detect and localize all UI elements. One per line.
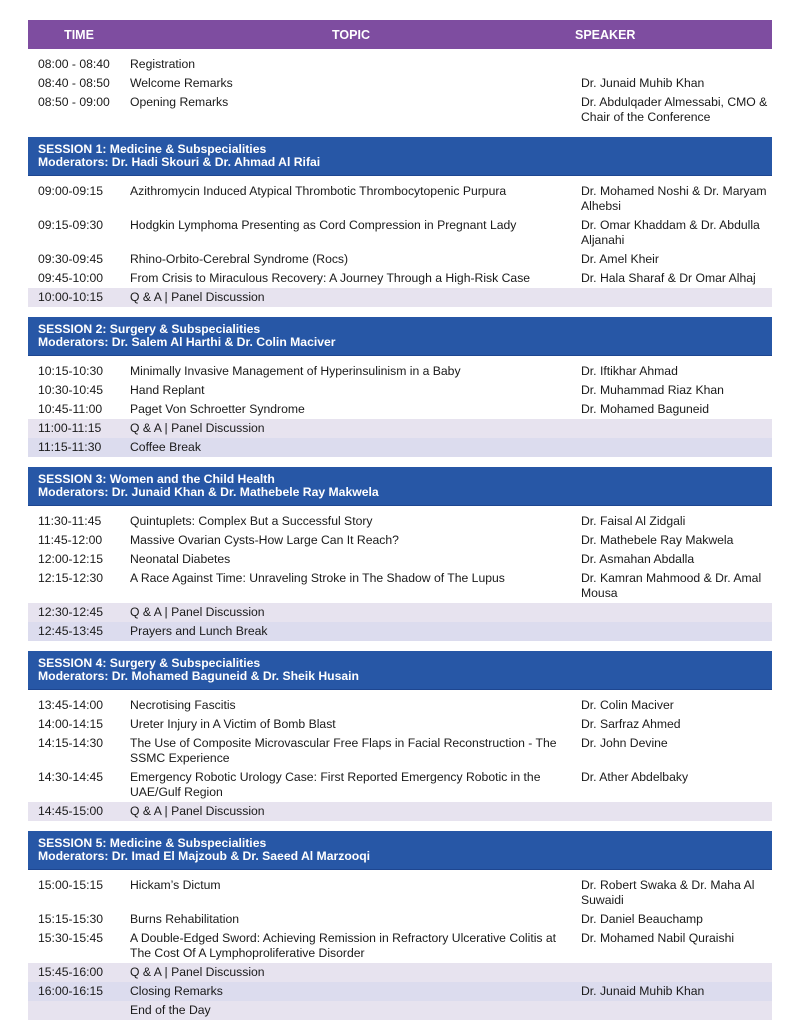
row-speaker	[573, 440, 772, 455]
table-row	[28, 74, 772, 93]
row-speaker	[573, 965, 772, 980]
table-row	[28, 250, 772, 269]
row-time: 11:30-11:45	[38, 514, 102, 528]
row-time: 09:15-09:30	[38, 218, 104, 232]
row-speaker: Dr. Mathebele Ray Makwela	[581, 533, 734, 547]
row-topic: End of the Day	[130, 1003, 211, 1017]
session-header	[28, 651, 772, 690]
table-row	[28, 381, 772, 400]
row-topic: Opening Remarks	[130, 95, 229, 109]
row-topic: Registration	[130, 57, 196, 71]
table-row	[28, 93, 772, 127]
table-row	[28, 216, 772, 250]
row-time: 13:45-14:00	[38, 698, 104, 712]
row-topic: Hickam’s Dictum	[130, 878, 221, 892]
session-title: SESSION 2: Surgery & Subspecialities	[38, 322, 261, 336]
row-topic: Emergency Robotic Urology Case: First Reported Emergency Robotic in the UAE/Gulf Region	[130, 770, 541, 799]
row-speaker: Dr. Junaid Muhib Khan	[581, 984, 705, 998]
table-row	[28, 55, 772, 74]
table-row	[28, 419, 772, 438]
session-moderators: Moderators: Dr. Mohamed Baguneid & Dr. Sheik Husain	[38, 669, 359, 683]
row-topic: Minimally Invasive Management of Hyperinsulinism in a Baby	[130, 364, 461, 378]
row-speaker	[573, 1003, 772, 1018]
row-time: 14:00-14:15	[38, 717, 104, 731]
row-time: 11:15-11:30	[38, 440, 102, 454]
session-title: SESSION 1: Medicine & Subspecialities	[38, 142, 267, 156]
table-row	[28, 603, 772, 622]
row-time: 09:45-10:00	[38, 271, 104, 285]
row-topic: Quintuplets: Complex But a Successful Story	[130, 514, 373, 528]
row-time: 15:15-15:30	[38, 912, 104, 926]
row-speaker: Dr. Junaid Muhib Khan	[581, 76, 705, 90]
session-header	[28, 317, 772, 356]
row-topic: Paget Von Schroetter Syndrome	[130, 402, 305, 416]
session-moderators: Moderators: Dr. Salem Al Harthi & Dr. Colin Maciver	[38, 335, 336, 349]
table-row	[28, 734, 772, 768]
row-speaker: Dr. Kamran Mahmood & Dr. Amal Mousa	[581, 571, 762, 600]
session-title: SESSION 3: Women and the Child Health	[38, 472, 275, 486]
agenda-body	[28, 49, 772, 1020]
table-row	[28, 512, 772, 531]
table-row	[28, 400, 772, 419]
row-speaker: Dr. Omar Khaddam & Dr. Abdulla Aljanahi	[581, 218, 760, 247]
row-time: 12:00-12:15	[38, 552, 104, 566]
row-time: 10:15-10:30	[38, 364, 104, 378]
row-time: 11:45-12:00	[38, 533, 103, 547]
header-time: TIME	[64, 27, 94, 42]
table-row	[28, 768, 772, 802]
session-title: SESSION 4: Surgery & Subspecialities	[38, 656, 261, 670]
row-topic: Q & A | Panel Discussion	[130, 421, 265, 435]
row-topic: Burns Rehabilitation	[130, 912, 240, 926]
row-time: 09:30-09:45	[38, 252, 104, 266]
row-topic: Neonatal Diabetes	[130, 552, 231, 566]
table-row	[28, 910, 772, 929]
session-moderators: Moderators: Dr. Imad El Majzoub & Dr. Saeed Al Marzooqi	[38, 849, 371, 863]
row-speaker: Dr. Sarfraz Ahmed	[581, 717, 681, 731]
row-speaker: Dr. Mohamed Noshi & Dr. Maryam Alhebsi	[581, 184, 767, 213]
row-topic: A Race Against Time: Unraveling Stroke in The Shadow of The Lupus	[130, 571, 505, 585]
row-speaker: Dr. Daniel Beauchamp	[581, 912, 703, 926]
table-row	[28, 696, 772, 715]
row-speaker	[573, 804, 772, 819]
row-topic: A Double-Edged Sword: Achieving Remission in Refractory Ulcerative Colitis at The Cost Of A Lymphoproliferative Disorder	[130, 931, 557, 960]
row-time: 12:15-12:30	[38, 571, 104, 585]
table-row	[28, 362, 772, 381]
row-topic: Q & A | Panel Discussion	[130, 804, 265, 818]
row-time: 12:30-12:45	[38, 605, 104, 619]
row-time: 10:30-10:45	[38, 383, 104, 397]
row-speaker: Dr. John Devine	[581, 736, 668, 750]
row-time: 08:40 - 08:50	[38, 76, 110, 90]
row-speaker: Dr. Amel Kheir	[581, 252, 659, 266]
row-topic: From Crisis to Miraculous Recovery: A Journey Through a High-Risk Case	[130, 271, 531, 285]
table-row	[28, 802, 772, 821]
row-topic: Azithromycin Induced Atypical Thrombotic Thrombocytopenic Purpura	[130, 184, 507, 198]
row-time: 14:45-15:00	[38, 804, 104, 818]
row-time: 15:00-15:15	[38, 878, 104, 892]
header-speaker: SPEAKER	[575, 27, 636, 42]
row-topic: Necrotising Fascitis	[130, 698, 236, 712]
table-row	[28, 622, 772, 641]
row-speaker: Dr. Colin Maciver	[581, 698, 674, 712]
session-header	[28, 831, 772, 870]
row-time: 15:45-16:00	[38, 965, 104, 979]
table-row	[28, 929, 772, 963]
row-speaker	[573, 421, 772, 436]
table-row	[28, 531, 772, 550]
row-topic: Massive Ovarian Cysts-How Large Can It Reach?	[130, 533, 399, 547]
row-topic: Q & A | Panel Discussion	[130, 290, 265, 304]
session-title: SESSION 5: Medicine & Subspecialities	[38, 836, 267, 850]
row-speaker: Dr. Abdulqader Almessabi, CMO & Chair of the Conference	[581, 95, 768, 124]
table-row	[28, 569, 772, 603]
row-time: 10:45-11:00	[38, 402, 103, 416]
table-row	[28, 288, 772, 307]
table-row	[28, 1001, 772, 1020]
table-row	[28, 963, 772, 982]
agenda	[28, 20, 772, 1020]
row-topic: Coffee Break	[130, 440, 201, 454]
session-moderators: Moderators: Dr. Hadi Skouri & Dr. Ahmad Al Rifai	[38, 155, 321, 169]
row-time: 09:00-09:15	[38, 184, 104, 198]
table-row	[28, 982, 772, 1001]
header-topic: TOPIC	[332, 27, 370, 42]
row-speaker: Dr. Mohamed Baguneid	[581, 402, 710, 416]
row-time: 14:30-14:45	[38, 770, 104, 784]
row-speaker	[573, 605, 772, 620]
session-moderators: Moderators: Dr. Junaid Khan & Dr. Mathebele Ray Makwela	[38, 485, 379, 499]
row-topic: Ureter Injury in A Victim of Bomb Blast	[130, 717, 336, 731]
row-time: 12:45-13:45	[38, 624, 104, 638]
row-speaker: Dr. Ather Abdelbaky	[581, 770, 689, 784]
row-speaker: Dr. Muhammad Riaz Khan	[581, 383, 724, 397]
row-speaker	[573, 57, 772, 72]
table-row	[28, 550, 772, 569]
session-header	[28, 467, 772, 506]
row-speaker	[573, 290, 772, 305]
table-row	[28, 715, 772, 734]
table-header	[28, 20, 772, 49]
row-time: 08:50 - 09:00	[38, 95, 110, 109]
row-topic: Hand Replant	[130, 383, 205, 397]
row-topic: The Use of Composite Microvascular Free Flaps in Facial Reconstruction - The SSMC Experience	[130, 736, 557, 765]
row-time: 14:15-14:30	[38, 736, 104, 750]
table-row	[28, 269, 772, 288]
row-speaker	[573, 624, 772, 639]
row-time: 15:30-15:45	[38, 931, 104, 945]
row-speaker: Dr. Iftikhar Ahmad	[581, 364, 678, 378]
row-speaker: Dr. Asmahan Abdalla	[581, 552, 695, 566]
row-topic: Q & A | Panel Discussion	[130, 965, 265, 979]
row-time: 08:00 - 08:40	[38, 57, 110, 71]
row-topic: Closing Remarks	[130, 984, 223, 998]
row-time: 11:00-11:15	[38, 421, 102, 435]
row-speaker: Dr. Robert Swaka & Dr. Maha Al Suwaidi	[581, 878, 755, 907]
row-time	[28, 1003, 130, 1018]
row-speaker: Dr. Hala Sharaf & Dr Omar Alhaj	[581, 271, 756, 285]
row-speaker: Dr. Faisal Al Zidgali	[581, 514, 686, 528]
row-topic: Welcome Remarks	[130, 76, 233, 90]
table-row	[28, 182, 772, 216]
row-topic: Prayers and Lunch Break	[130, 624, 268, 638]
row-topic: Rhino-Orbito-Cerebral Syndrome (Rocs)	[130, 252, 349, 266]
table-row	[28, 876, 772, 910]
table-row	[28, 438, 772, 457]
session-header	[28, 137, 772, 176]
row-time: 16:00-16:15	[38, 984, 104, 998]
row-time: 10:00-10:15	[38, 290, 104, 304]
row-speaker: Dr. Mohamed Nabil Quraishi	[581, 931, 735, 945]
row-topic: Hodgkin Lymphoma Presenting as Cord Compression in Pregnant Lady	[130, 218, 517, 232]
row-topic: Q & A | Panel Discussion	[130, 605, 265, 619]
